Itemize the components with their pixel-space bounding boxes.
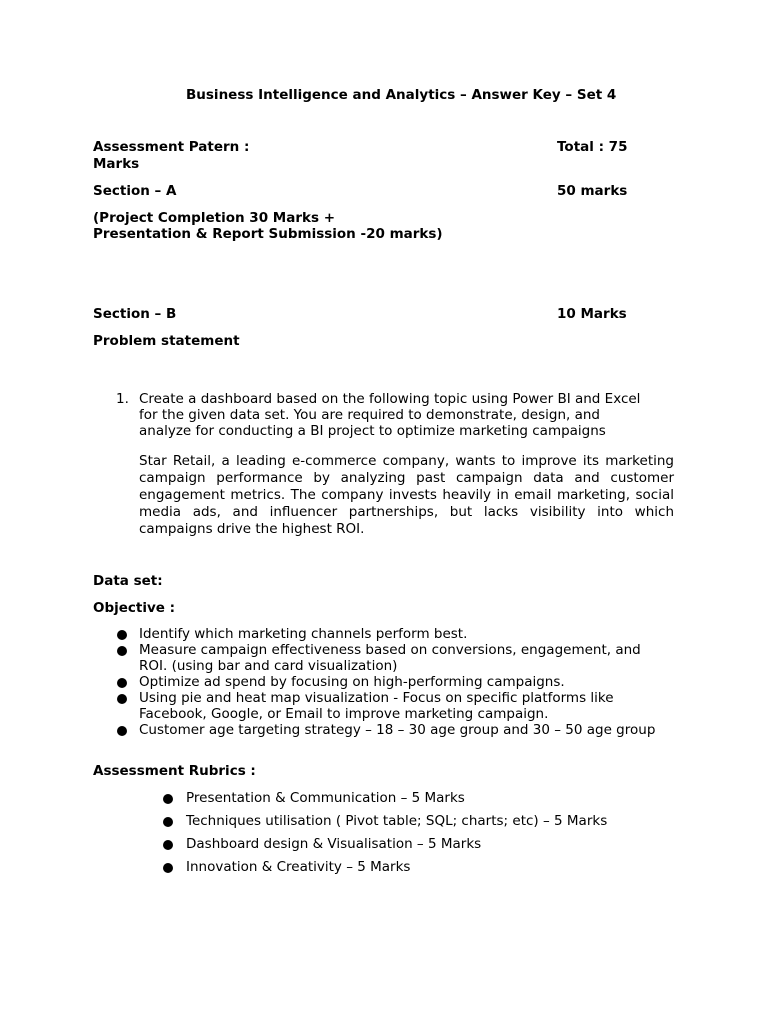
section-b-label: Section – B (93, 306, 177, 322)
problem-number: 1. (116, 391, 129, 407)
objective-item (93, 722, 659, 738)
section-a-detail-line2: Presentation & Report Submission -20 marks) (93, 226, 443, 242)
rubric-item: Presentation & Communication – 5 Marks (186, 790, 465, 806)
assessment-pattern-label: Assessment Patern : (93, 139, 250, 155)
section-a-marks: 50 marks (557, 183, 628, 199)
bullet-icon (163, 817, 173, 827)
bullet-icon (163, 840, 173, 850)
bullet-icon (163, 794, 173, 804)
rubric-item: Dashboard design & Visualisation – 5 Marks (186, 836, 482, 852)
rubric-item: Innovation & Creativity – 5 Marks (186, 859, 411, 875)
objective-item (93, 690, 649, 722)
bullet-icon (117, 646, 127, 656)
rubrics-heading: Assessment Rubrics : (93, 763, 256, 779)
objective-heading: Objective : (93, 600, 176, 616)
problem-line-2: for the given data set. You are required to demonstrate, design, and (139, 407, 600, 423)
section-a-label: Section – A (93, 183, 177, 199)
objective-item (93, 674, 693, 690)
problem-line-1: Create a dashboard based on the following topic using Power BI and Excel (139, 391, 641, 407)
section-b-marks: 10 Marks (557, 306, 627, 322)
objective-item (93, 642, 669, 674)
objective-text: Optimize ad spend by focusing on high-performing campaigns. (139, 674, 565, 690)
objective-text: Customer age targeting strategy – 18 – 30 age group and 30 – 50 age group (139, 722, 656, 738)
problem-statement-heading: Problem statement (93, 333, 240, 349)
objective-text: Using pie and heat map visualization - Focus on specific platforms like Facebook, Google, or Email to improve marketing campaign. (139, 690, 614, 722)
objective-text: Identify which marketing channels perform best. (139, 626, 468, 642)
objective-text: Measure campaign effectiveness based on conversions, engagement, and ROI. (using bar and card visualization) (139, 642, 641, 674)
bullet-icon (117, 630, 127, 640)
section-a-detail-line1: (Project Completion 30 Marks + (93, 210, 336, 226)
objectives-list (93, 626, 693, 738)
bullet-icon (117, 726, 127, 736)
assessment-total: Total : 75 (557, 139, 628, 155)
rubric-item: Techniques utilisation ( Pivot table; SQL; charts; etc) – 5 Marks (186, 813, 608, 829)
bullet-icon (117, 678, 127, 688)
bullet-icon (163, 863, 173, 873)
data-set-heading: Data set: (93, 573, 163, 589)
problem-paragraph: Star Retail, a leading e-commerce company, wants to improve its marketing campaign performance by analyzing past campaign data and customer engagement metrics. The company invests heavily in email marketing, social media ads, and influencer partnerships, but lacks visibility into which campaigns drive the highest ROI. (139, 453, 674, 537)
assessment-marks-word: Marks (93, 156, 140, 172)
objective-item (93, 626, 693, 642)
document-title: Business Intelligence and Analytics – Answer Key – Set 4 (186, 87, 617, 103)
problem-line-3: analyze for conducting a BI project to optimize marketing campaigns (139, 423, 606, 439)
bullet-icon (117, 694, 127, 704)
